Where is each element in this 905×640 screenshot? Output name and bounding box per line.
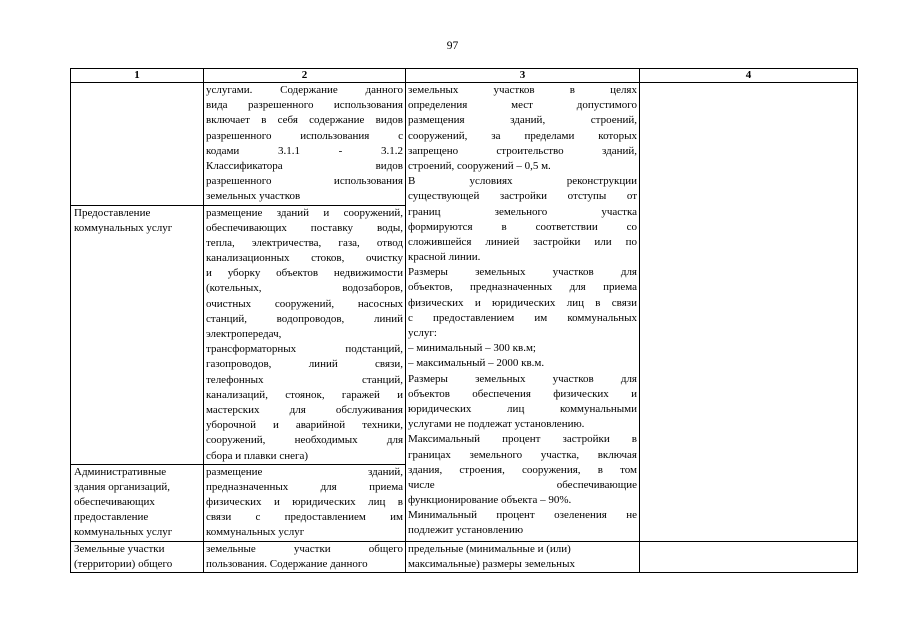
header-col-3: 3 bbox=[406, 69, 640, 83]
cell-text-line: сооружений, необходимых для bbox=[206, 434, 403, 447]
cell-text-line: В условиях реконструкции bbox=[408, 175, 637, 188]
cell-text-line: вида разрешенного использования bbox=[206, 99, 403, 112]
cell-merged-col4 bbox=[640, 83, 858, 542]
cell-text-line: – минимальный – 300 кв.м; bbox=[408, 342, 536, 355]
table-row-public-land bbox=[71, 541, 858, 572]
regulations-table bbox=[70, 68, 858, 573]
cell-text-line: земельных участков bbox=[206, 190, 301, 203]
header-col-2: 2 bbox=[204, 69, 406, 83]
cell-text-line: канализационных стоков, очистку bbox=[206, 252, 403, 265]
cell-text-line: трансформаторных подстанций, bbox=[206, 343, 403, 356]
cell-text-line: предоставление bbox=[74, 511, 149, 524]
cell-text-line: и уборку объектов недвижимости bbox=[206, 267, 403, 280]
cell-text-line: числе обеспечивающие bbox=[408, 478, 637, 491]
cell-text-line: объектов обеспечения физических и bbox=[408, 387, 637, 400]
cell-admin-description bbox=[204, 464, 406, 541]
cell-text-line: кодами 3.1.1 - 3.1.2 bbox=[206, 144, 403, 157]
cell-text-line: обеспечивающих поставку воды, bbox=[206, 221, 403, 234]
cell-text-line: тепла, электричества, газа, отвод bbox=[206, 236, 403, 249]
cell-text-line: здания, строения, сооружения, в том bbox=[408, 463, 637, 476]
cell-text-line: Максимальный процент застройки в bbox=[408, 433, 637, 446]
cell-text-line: включает в себя содержание видов bbox=[206, 114, 403, 127]
cell-text-line: (котельных, водозаборов, bbox=[206, 282, 403, 295]
cell-text-line: юридических лиц коммунальными bbox=[408, 402, 637, 415]
cell-text-line: коммунальных услуг bbox=[74, 221, 173, 234]
cell-text-line: здания организаций, bbox=[74, 480, 171, 493]
cell-text-line: обеспечивающих bbox=[74, 496, 155, 509]
cell-text-line: очистных сооружений, насосных bbox=[206, 297, 403, 310]
cell-text-line: связи с предоставлением им bbox=[206, 511, 403, 524]
cell-text-line: разрешенного использования bbox=[206, 175, 403, 188]
cell-text-line: размещение зданий и сооружений, bbox=[206, 206, 403, 219]
cell-text-line: газопроводов, линий связи, bbox=[206, 358, 403, 371]
cell-land-name bbox=[71, 541, 204, 572]
cell-text-line: Предоставление bbox=[74, 206, 151, 219]
cell-text-line: строений, сооружений – 0,5 м. bbox=[408, 159, 551, 172]
cell-text-line: максимальные) размеры земельных bbox=[408, 557, 575, 570]
cell-text-line: функционирование объекта – 90%. bbox=[408, 494, 572, 507]
cell-text-line: сложившейся линией застройки или по bbox=[408, 235, 637, 248]
cell-text-line: услугами. Содержание данного bbox=[206, 84, 403, 96]
cell-text-line: земельные участки общего bbox=[206, 542, 403, 555]
cell-communal-name bbox=[71, 205, 204, 464]
cell-text-line: коммунальных услуг bbox=[206, 526, 305, 539]
cell-continued-col2 bbox=[204, 83, 406, 206]
cell-text-line: существующей застройки отступы от bbox=[408, 190, 637, 203]
cell-text-line: (территории) общего bbox=[74, 557, 173, 570]
cell-text-line: пользования. Содержание данного bbox=[206, 557, 368, 570]
cell-text-line: – максимальный – 2000 кв.м. bbox=[408, 357, 545, 370]
header-col-1: 1 bbox=[71, 69, 204, 83]
cell-text-line: размещения зданий, строений, bbox=[408, 114, 637, 127]
cell-text-line: услуг: bbox=[408, 327, 437, 339]
cell-text-line: Размеры земельных участков для bbox=[408, 266, 637, 279]
cell-text-line: мастерских для обслуживания bbox=[206, 403, 403, 416]
cell-communal-description bbox=[204, 205, 406, 464]
cell-text-line: запрещено строительство зданий, bbox=[408, 144, 637, 157]
cell-text-line: с предоставлением им коммунальных bbox=[408, 311, 637, 324]
cell-text-line: красной линии. bbox=[408, 251, 481, 264]
cell-text-line: формируются в соответствии со bbox=[408, 220, 637, 233]
cell-text-line: сооружений, за пределами которых bbox=[408, 129, 637, 142]
cell-text-line: определения мест допустимого bbox=[408, 99, 637, 112]
cell-text-line: коммунальных услуг bbox=[74, 526, 173, 539]
cell-text-line: границ земельного участка bbox=[408, 205, 637, 218]
cell-text-line: разрешенного использования с bbox=[206, 129, 403, 142]
cell-text-line: предельные (минимальные и (или) bbox=[408, 542, 571, 555]
cell-text-line: Земельные участки bbox=[74, 542, 165, 555]
cell-land-parameters bbox=[406, 541, 640, 572]
table-header-row bbox=[71, 69, 858, 83]
header-col-4: 4 bbox=[640, 69, 858, 83]
cell-land-col4 bbox=[640, 541, 858, 572]
cell-text-line: станций, водопроводов, линий bbox=[206, 312, 403, 325]
cell-text-line: физических и юридических лиц в bbox=[206, 496, 403, 509]
cell-text-line: услугами не подлежат установлению. bbox=[408, 418, 585, 431]
page-number: 97 bbox=[446, 40, 459, 52]
cell-text-line: Классификатора видов bbox=[206, 159, 403, 172]
cell-text-line: Административные bbox=[74, 465, 167, 478]
cell-text-line: подлежит установлению bbox=[408, 524, 524, 537]
table-row-continued bbox=[71, 83, 858, 206]
cell-continued-col1 bbox=[71, 83, 204, 206]
cell-text-line: уборочной и аварийной техники, bbox=[206, 419, 403, 432]
cell-land-description bbox=[204, 541, 406, 572]
cell-text-line: Минимальный процент озеленения не bbox=[408, 509, 637, 522]
cell-text-line: объектов, предназначенных для приема bbox=[408, 281, 637, 294]
cell-merged-col3 bbox=[406, 83, 640, 542]
cell-text-line: электропередач, bbox=[206, 328, 282, 340]
cell-text-line: земельных участков в целях bbox=[408, 84, 637, 96]
cell-admin-name bbox=[71, 464, 204, 541]
cell-text-line: размещение зданий, bbox=[206, 465, 403, 478]
cell-text-line: границах земельного участка, включая bbox=[408, 448, 637, 461]
cell-text-line: канализаций, стоянок, гаражей и bbox=[206, 388, 403, 401]
cell-text-line: телефонных станций, bbox=[206, 373, 403, 386]
cell-text-line: предназначенных для приема bbox=[206, 480, 403, 493]
cell-text-line: Размеры земельных участков для bbox=[408, 372, 637, 385]
cell-text-line: физических и юридических лиц в связи bbox=[408, 296, 637, 309]
cell-text-line: сбора и плавки снега) bbox=[206, 449, 309, 462]
